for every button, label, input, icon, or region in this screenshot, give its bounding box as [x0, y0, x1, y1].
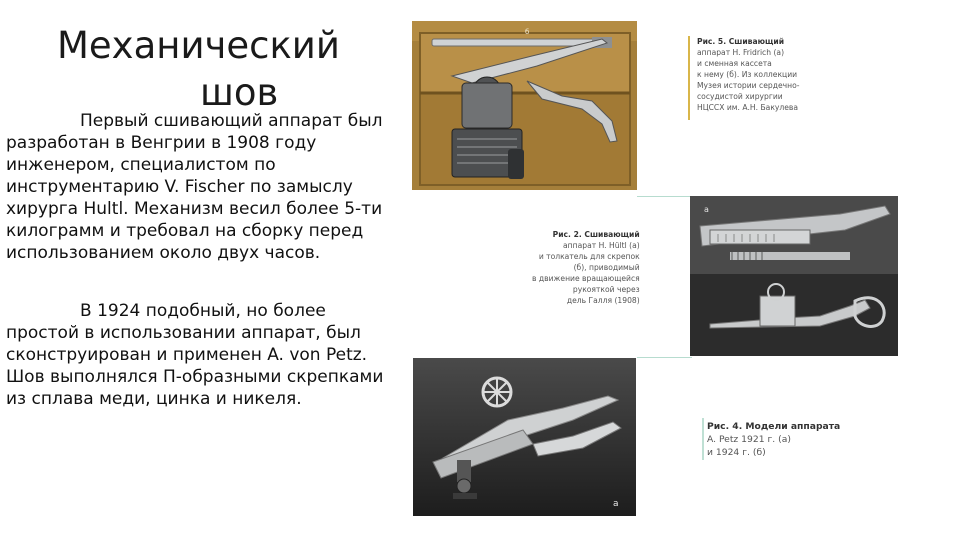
paragraph-petz	[6, 300, 384, 410]
photo-petz-stapler	[413, 358, 636, 516]
divider-line	[637, 196, 692, 197]
caption-line: рукояткой через	[572, 285, 640, 294]
divider-line	[637, 357, 692, 358]
slide-title-line-2: шов	[200, 71, 279, 114]
caption-accent-bar	[688, 36, 690, 120]
paragraph-line: из сплава меди, цинка и никеля.	[6, 389, 302, 409]
photo-fridrich-illustration	[412, 21, 637, 190]
caption-line: (б), приводимый	[573, 263, 640, 272]
paragraph-line: разработан в Венгрии в 1908 году	[6, 133, 317, 153]
caption-line: дель Галля (1908)	[566, 296, 640, 305]
caption-line: НЦССХ им. А.Н. Бакулева	[697, 103, 799, 112]
caption-accent-bar	[702, 418, 704, 460]
caption-line: и сменная кассета	[697, 59, 772, 68]
caption-line: и 1924 г. (б)	[707, 447, 766, 458]
paragraph-line: В 1924 подобный, но более	[80, 301, 326, 321]
caption-line: к нему (б). Из коллекции	[697, 70, 798, 79]
paragraph-line: инструментарию V. Fischer по замыслу	[6, 177, 353, 197]
photo-hultl-stapler	[690, 196, 898, 356]
paragraph-line: сконструирован и применен A. von Petz.	[6, 345, 368, 365]
caption-fig5	[697, 36, 799, 113]
paragraph-line: килограмм и требовал на сборку перед	[6, 221, 364, 241]
paragraph-fischer	[6, 110, 383, 264]
photo-label-b: б	[525, 28, 530, 36]
photo-hultl-illustration	[690, 196, 898, 356]
caption-line: A. Petz 1921 г. (а)	[707, 434, 791, 445]
photo-label-a: а	[704, 205, 709, 214]
paragraph-line: инженером, специалистом по	[6, 155, 276, 175]
caption-line: Рис. 5. Сшивающий	[697, 37, 785, 46]
caption-line: и толкатель для скрепок	[538, 252, 640, 261]
paragraph-line: Первый сшивающий аппарат был	[80, 111, 383, 131]
caption-line: сосудистой хирургии	[697, 92, 783, 101]
caption-line: Музея истории сердечно-	[697, 81, 800, 90]
caption-line: в движение вращающейся	[532, 274, 640, 283]
caption-line: аппарат H. Hültl (а)	[563, 241, 640, 250]
caption-line: Рис. 2. Сшивающий	[552, 230, 640, 239]
caption-line: Рис. 4. Модели аппарата	[707, 421, 841, 432]
caption-fig2	[532, 229, 640, 306]
photo-fridrich-stapler	[412, 21, 637, 190]
photo-label-a: а	[613, 499, 619, 509]
caption-line: аппарат H. Fridrich (а)	[697, 48, 785, 57]
paragraph-line: простой в использовании аппарат, был	[6, 323, 361, 343]
paragraph-line: использованием около двух часов.	[6, 243, 321, 263]
caption-fig4	[707, 420, 840, 459]
slide-title-line-1: Механический	[57, 24, 340, 67]
paragraph-line: хирурга Hultl. Механизм весил более 5-ти	[6, 199, 383, 219]
photo-petz-illustration	[413, 358, 636, 516]
paragraph-line: Шов выполнялся П-образными скрепками	[6, 367, 384, 387]
